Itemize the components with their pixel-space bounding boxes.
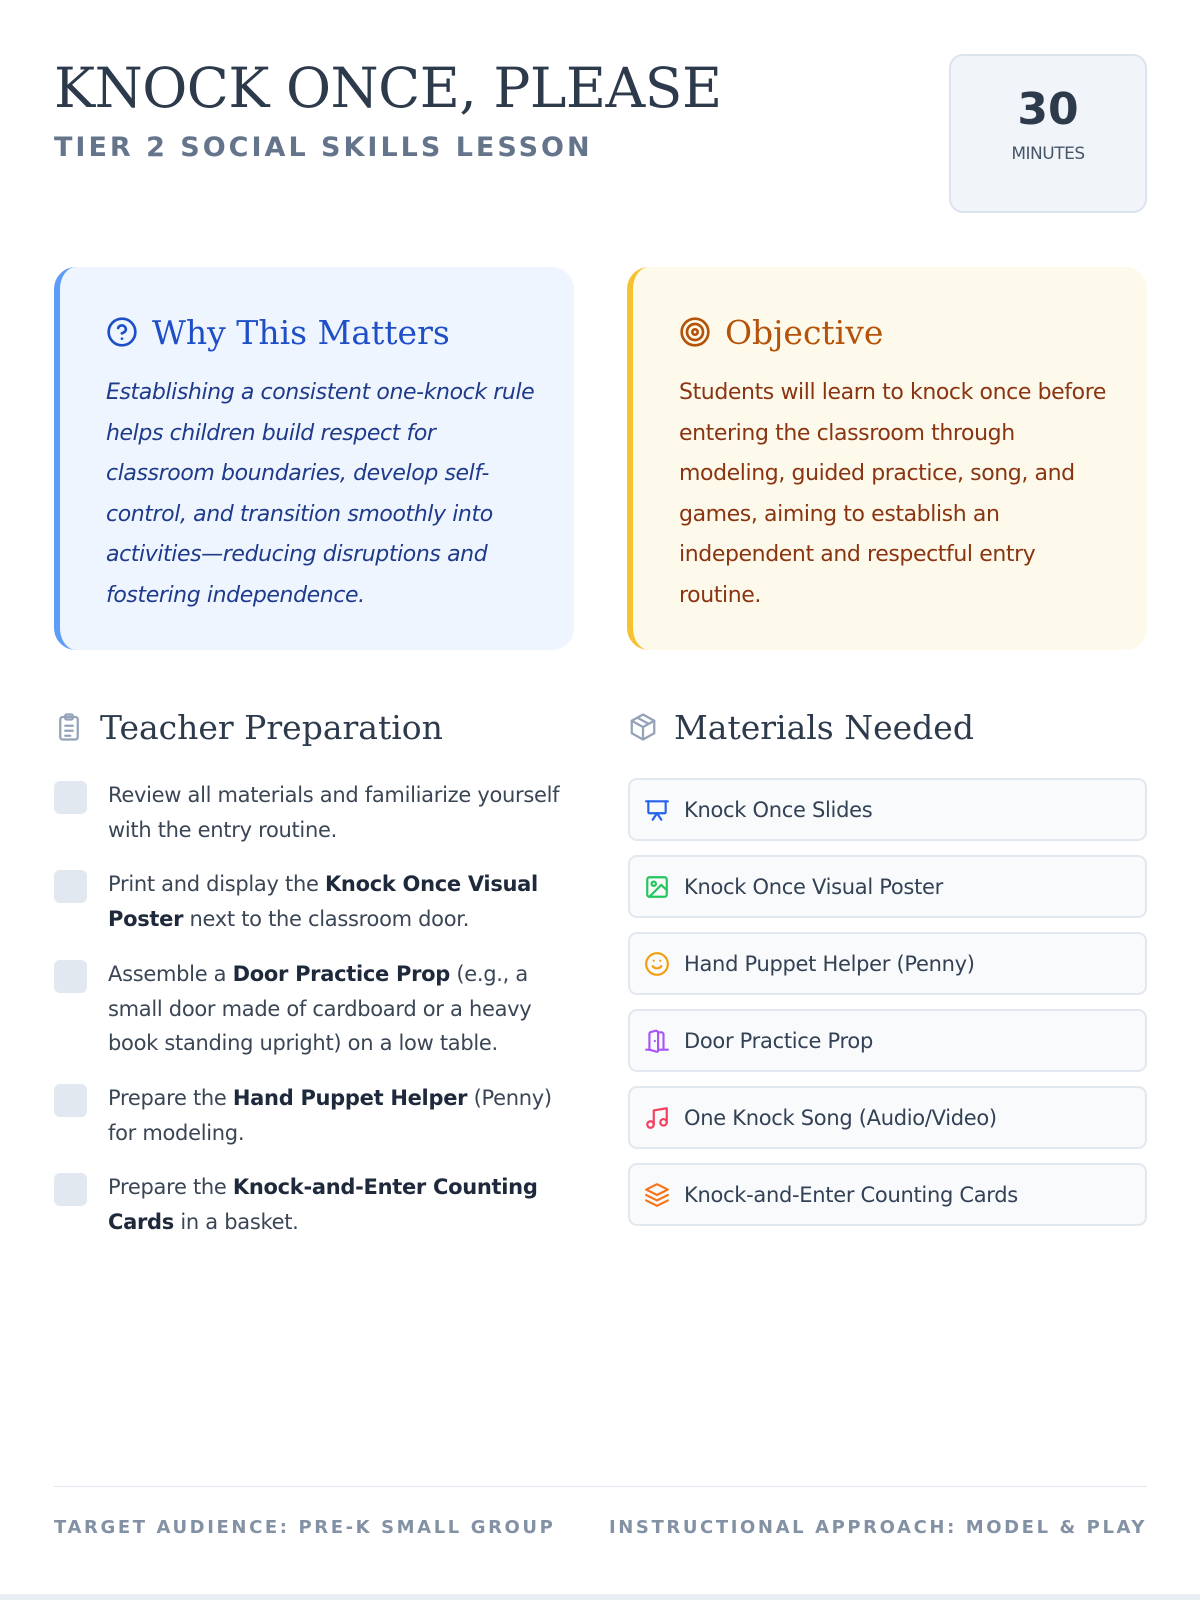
layers-icon bbox=[644, 1182, 670, 1208]
target-audience: TARGET AUDIENCE: PRE-K SMALL GROUP bbox=[54, 1517, 556, 1538]
checklist-item-text: Print and display the Knock Once Visual Poster next to the classroom door. bbox=[108, 872, 538, 932]
material-item-slides[interactable] bbox=[628, 778, 1147, 841]
duration-unit: MINUTES bbox=[1011, 144, 1085, 164]
material-label: Knock Once Visual Poster bbox=[684, 874, 943, 899]
bottom-strip bbox=[0, 1594, 1200, 1600]
checkbox[interactable] bbox=[54, 1084, 87, 1117]
page-subtitle: TIER 2 SOCIAL SKILLS LESSON bbox=[54, 132, 593, 163]
materials-needed-header bbox=[628, 705, 974, 749]
checkbox[interactable] bbox=[54, 960, 87, 993]
why-card-heading: Why This Matters bbox=[152, 312, 450, 352]
image-icon bbox=[644, 874, 670, 900]
presentation-icon bbox=[644, 797, 670, 823]
materials-needed-heading: Materials Needed bbox=[674, 707, 974, 747]
why-card-text: Establishing a consistent one-knock rule helps children build respect for classroom boundaries, develop self-control, and transition smoothly into activities—reducing disruptions and fostering independence. bbox=[106, 380, 535, 608]
duration-value: 30 bbox=[1017, 84, 1079, 135]
material-item-song[interactable] bbox=[628, 1086, 1147, 1149]
material-item-puppet[interactable] bbox=[628, 932, 1147, 995]
material-label: Knock Once Slides bbox=[684, 797, 873, 822]
teacher-preparation-heading: Teacher Preparation bbox=[100, 707, 443, 747]
material-label: Door Practice Prop bbox=[684, 1028, 873, 1053]
material-label: One Knock Song (Audio/Video) bbox=[684, 1105, 997, 1130]
checkbox[interactable] bbox=[54, 1173, 87, 1206]
objective-card-text: Students will learn to knock once before entering the classroom through modeling, guided practice, song, and games, aiming to establish an independent and respectful entry routine. bbox=[679, 380, 1106, 608]
material-label: Knock-and-Enter Counting Cards bbox=[684, 1182, 1018, 1207]
page-title: KNOCK ONCE, PLEASE bbox=[54, 56, 722, 120]
checklist-item bbox=[54, 1081, 574, 1150]
question-circle-icon bbox=[106, 316, 138, 348]
materials-list bbox=[628, 778, 1147, 1240]
checklist-item-text: Assemble a Door Practice Prop (e.g., a small door made of cardboard or a heavy book standing upright) on a low table. bbox=[108, 961, 532, 1056]
checklist-item-text: Prepare the Knock-and-Enter Counting Cards in a basket. bbox=[108, 1175, 538, 1235]
why-this-matters-card bbox=[54, 267, 574, 650]
material-label: Hand Puppet Helper (Penny) bbox=[684, 951, 975, 976]
checklist-item-text: Prepare the Hand Puppet Helper (Penny) for modeling. bbox=[108, 1085, 552, 1145]
door-icon bbox=[644, 1028, 670, 1054]
box-icon bbox=[628, 712, 658, 742]
checklist-item bbox=[54, 1170, 574, 1239]
why-card-header bbox=[106, 309, 544, 355]
target-icon bbox=[679, 316, 711, 348]
objective-card bbox=[627, 267, 1147, 650]
clipboard-icon bbox=[54, 712, 84, 742]
material-item-poster[interactable] bbox=[628, 855, 1147, 918]
checkbox[interactable] bbox=[54, 870, 87, 903]
material-item-door-prop[interactable] bbox=[628, 1009, 1147, 1072]
teacher-preparation-header bbox=[54, 705, 443, 749]
preparation-checklist bbox=[54, 778, 574, 1260]
music-icon bbox=[644, 1105, 670, 1131]
duration-badge bbox=[949, 54, 1147, 213]
objective-card-heading: Objective bbox=[725, 312, 884, 352]
checklist-item-text: Review all materials and familiarize yourself with the entry routine. bbox=[108, 783, 560, 842]
checkbox[interactable] bbox=[54, 781, 87, 814]
checklist-item bbox=[54, 867, 574, 936]
objective-card-header bbox=[679, 309, 1117, 355]
footer-divider bbox=[54, 1486, 1147, 1487]
instructional-approach: INSTRUCTIONAL APPROACH: MODEL & PLAY bbox=[608, 1517, 1147, 1538]
checklist-item bbox=[54, 778, 574, 847]
checklist-item bbox=[54, 957, 574, 1061]
smile-icon bbox=[644, 951, 670, 977]
material-item-counting-cards[interactable] bbox=[628, 1163, 1147, 1226]
